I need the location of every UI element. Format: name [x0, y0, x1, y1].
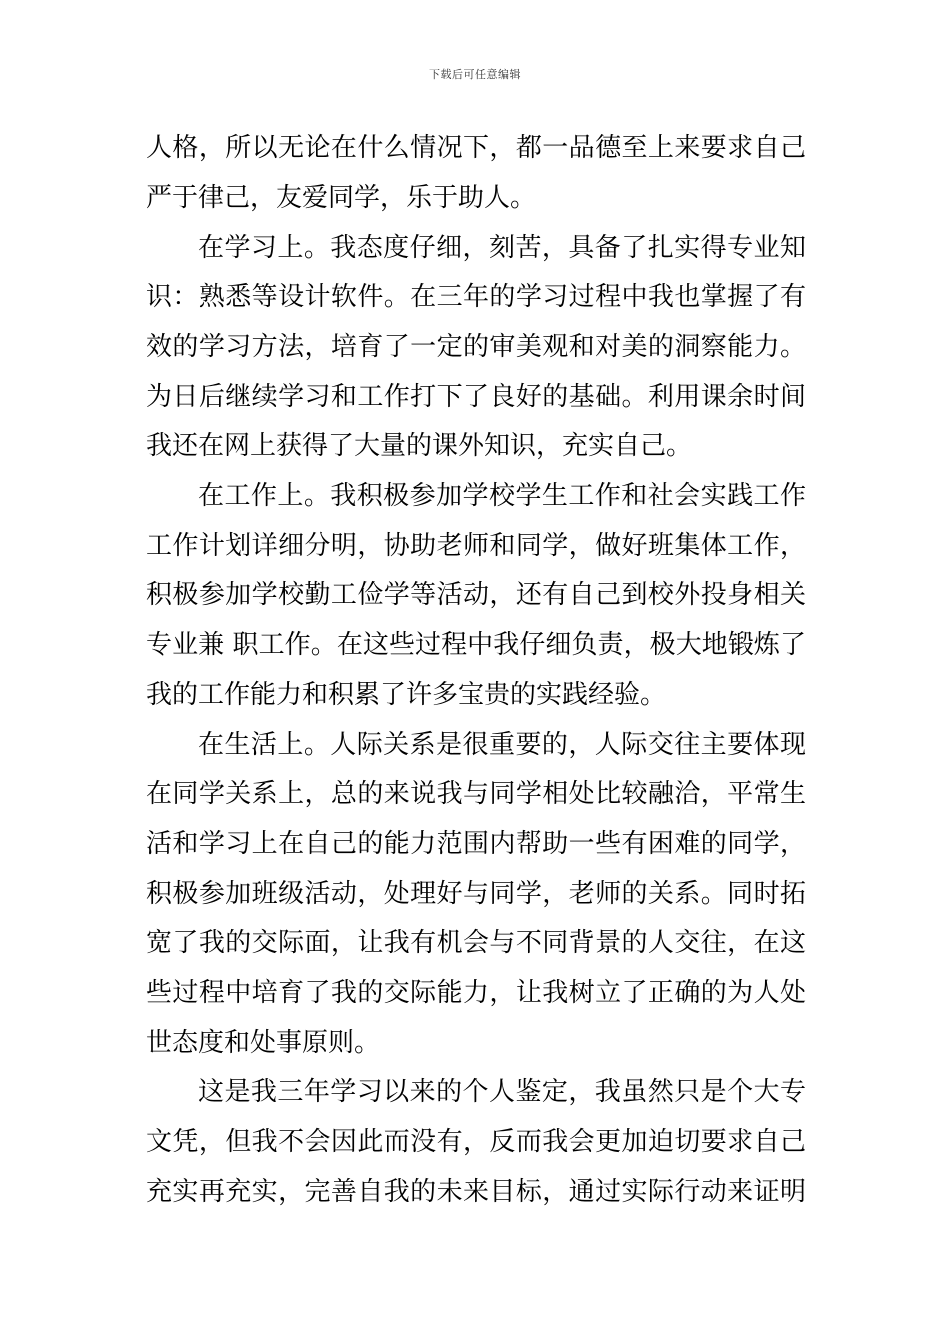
text-line: 效的学习方法，培育了一定的审美观和对美的洞察能力。 [146, 332, 806, 362]
text-line: 宽了我的交际面，让我有机会与不同背景的人交往，在这 [146, 928, 806, 958]
text-line: 积极参加班级活动，处理好与同学，老师的关系。同时拓 [146, 879, 806, 909]
text-line: 世态度和处事原则。 [146, 1028, 381, 1058]
text-line: 在生活上。人际关系是很重要的，人际交往主要体现 [198, 730, 806, 760]
text-line: 活和学习上在自己的能力范围内帮助一些有困难的同学， [146, 829, 806, 859]
text-line: 专业兼 职工作。在这些过程中我仔细负责，极大地锻炼了 [146, 630, 806, 660]
text-line: 识：熟悉等设计软件。在三年的学习过程中我也掌握了有 [146, 282, 806, 312]
text-line: 这是我三年学习以来的个人鉴定，我虽然只是个大专 [198, 1077, 806, 1107]
text-line: 在工作上。我积极参加学校学生工作和社会实践工作 [198, 481, 806, 511]
text-line: 在学习上。我态度仔细，刻苦，具备了扎实得专业知 [198, 233, 806, 263]
text-line: 充实再充实，完善自我的未来目标，通过实际行动来证明 [146, 1177, 806, 1207]
text-line: 工作计划详细分明，协助老师和同学，做好班集体工作， [146, 531, 806, 561]
text-line: 严于律己，友爱同学，乐于助人。 [146, 183, 537, 213]
text-line: 为日后继续学习和工作打下了良好的基础。利用课余时间 [146, 382, 806, 412]
text-line: 积极参加学校勤工俭学等活动，还有自己到校外投身相关 [146, 580, 806, 610]
text-line: 我的工作能力和积累了许多宝贵的实践经验。 [146, 680, 667, 710]
text-line: 文凭，但我不会因此而没有，反而我会更加迫切要求自己 [146, 1127, 806, 1157]
text-line: 人格，所以无论在什么情况下，都一品德至上来要求自己 [146, 133, 806, 163]
text-line: 些过程中培育了我的交际能力，让我树立了正确的为人处 [146, 978, 806, 1008]
text-line: 我还在网上获得了大量的课外知识，充实自己。 [146, 431, 693, 461]
text-line: 在同学关系上，总的来说我与同学相处比较融洽，平常生 [146, 779, 806, 809]
header-note: 下载后可任意编辑 [429, 68, 521, 81]
